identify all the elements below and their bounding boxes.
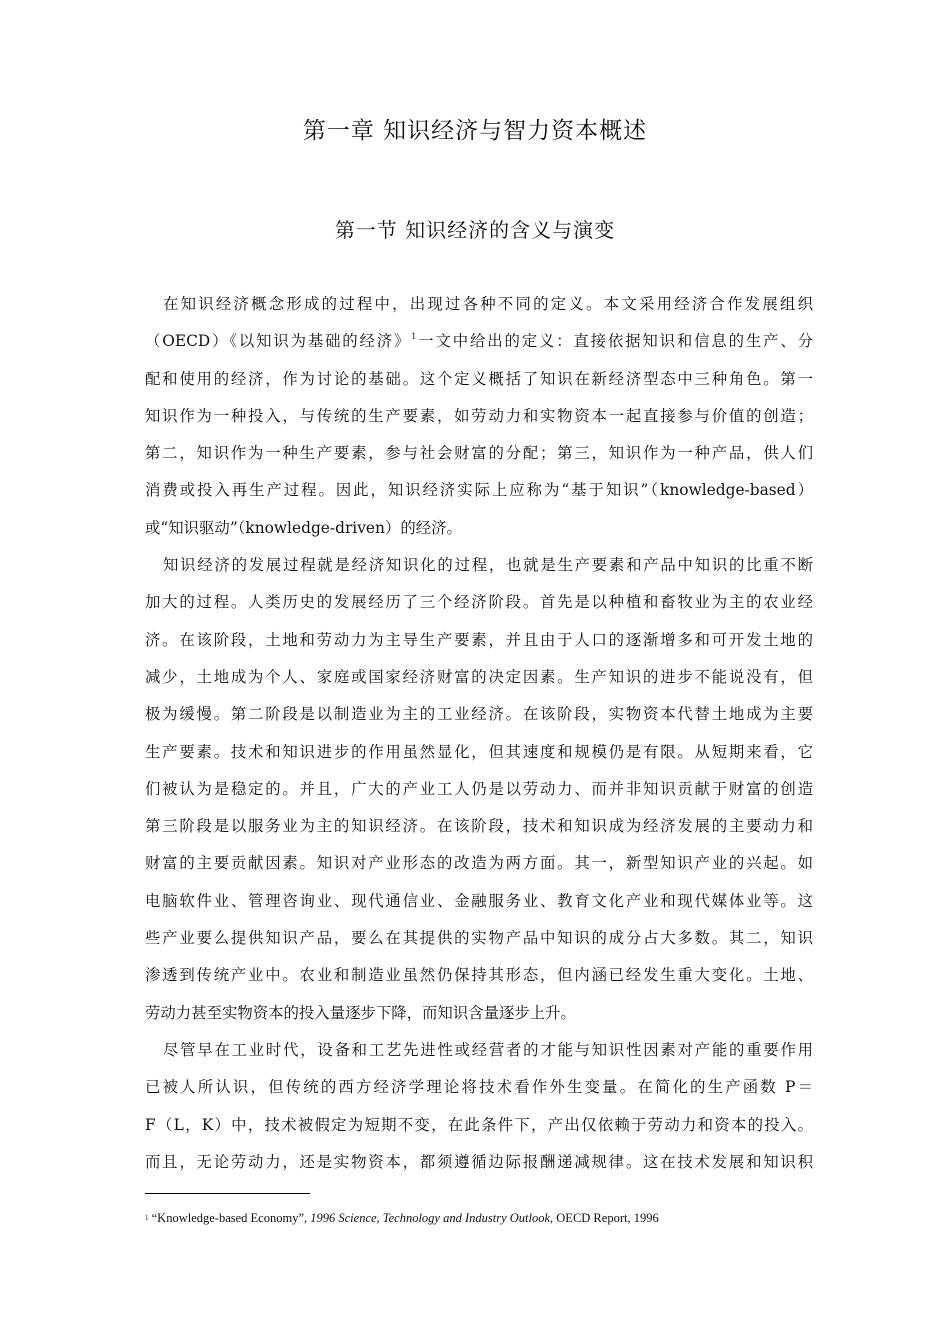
line-text: 已被人所认识，但传统的西方经济学理论将技术看作外生变量。在简化的生产函数 P＝ — [145, 1078, 813, 1097]
line-text: 在知识经济概念形成的过程中，出现过各种不同的定义。本文采用经济合作发展组织 — [163, 295, 813, 313]
text-line — [145, 808, 813, 845]
line-text: 们被认为是稳定的。并且，广大的产业工人仍是以劳动力、而并非知识贡献于财富的创造 — [145, 779, 813, 798]
line-text: 些产业要么提供知识产品，要么在其提供的实物产品中知识的成分占大多数。其二，知识 — [145, 929, 813, 948]
text-line — [145, 771, 813, 808]
footnote — [145, 1211, 659, 1226]
text-line — [145, 659, 813, 696]
text-line — [145, 995, 813, 1032]
text-line — [145, 361, 813, 398]
text-line — [145, 1069, 813, 1106]
text-line — [145, 622, 813, 659]
line-text: 第三阶段是以服务业为主的知识经济。在该阶段，技术和知识成为经济发展的主要动力和 — [145, 817, 813, 836]
footnote-ref: 1 — [411, 332, 417, 342]
line-text: 渗透到传统产业中。农业和制造业虽然仍保持其形态，但内涵已经发生重大变化。土地、 — [145, 966, 813, 985]
text-line — [145, 472, 813, 509]
text-line — [145, 957, 813, 994]
text-line — [145, 323, 813, 360]
footnote-source-detail: , OECD Report, 1996 — [550, 1211, 659, 1225]
line-text: 电脑软件业、管理咨询业、现代通信业、金融服务业、教育文化产业和现代媒体业等。这 — [145, 891, 813, 910]
line-text: 消费或投入再生产过程。因此，知识经济实际上应称为“基于知识”（knowledge-based） — [145, 481, 813, 500]
body-text — [145, 286, 813, 1181]
text-line — [145, 1032, 813, 1069]
text-line — [145, 696, 813, 733]
line-text: 尽管早在工业时代，设备和工艺先进性或经营者的才能与知识性因素对产能的重要作用 — [163, 1040, 813, 1059]
line-text: 而且，无论劳动力，还是实物资本，都须遵循边际报酬递减规律。这在技术发展和知识积 — [145, 1152, 813, 1171]
line-text: 配和使用的经济，作为讨论的基础。这个定义概括了知识在新经济型态中三种角色。第一 — [145, 369, 813, 388]
line-text: 知识作为一种投入，与传统的生产要素，如劳动力和实物资本一起直接参与价值的创造； — [145, 406, 813, 425]
text-line — [145, 286, 813, 323]
text-line — [145, 547, 813, 584]
line-text: 财富的主要贡献因素。知识对产业形态的改造为两方面。其一，新型知识产业的兴起。如 — [145, 854, 813, 873]
section-title: 第一节 知识经济的含义与演变 — [334, 218, 616, 242]
line-text: 第二，知识作为一种生产要素，参与社会财富的分配；第三，知识作为一种产品，供人们 — [145, 444, 813, 463]
text-line — [145, 883, 813, 920]
text-line — [145, 435, 813, 472]
footnote-source-title: 1996 Science, Technology and Industry Outlook — [310, 1211, 551, 1225]
text-line — [145, 584, 813, 621]
footnote-divider — [145, 1193, 310, 1194]
text-line — [145, 845, 813, 882]
line-text: 或“知识驱动”（knowledge-driven）的经济。 — [145, 518, 462, 537]
line-text: F（L，K）中，技术被假定为短期不变，在此条件下，产出仅依赖于劳动力和资本的投入。 — [145, 1115, 813, 1134]
line-text: 知识经济的发展过程就是经济知识化的过程，也就是生产要素和产品中知识的比重不断 — [163, 556, 813, 575]
line-text: 极为缓慢。第二阶段是以制造业为主的工业经济。在该阶段，实物资本代替土地成为主要 — [145, 705, 813, 724]
line-text: 生产要素。技术和知识进步的作用虽然显化，但其速度和规模仍是有限。从短期来看，它 — [145, 742, 813, 761]
line-text: （OECD）《以知识为基础的经济》 — [145, 332, 412, 351]
line-text: 加大的过程。人类历史的发展经历了三个经济阶段。首先是以种植和畜牧业为主的农业经 — [145, 593, 813, 612]
line-text: 减少，土地成为个人、家庭或国家经济财富的决定因素。生产知识的进步不能说没有，但 — [145, 667, 813, 686]
text-line — [145, 398, 813, 435]
footnote-text: “Knowledge-based Economy”, — [151, 1211, 311, 1225]
text-line — [145, 734, 813, 771]
line-text: 一文中给出的定义：直接依据知识和信息的生产、分 — [416, 332, 813, 351]
line-text: 济。在该阶段，土地和劳动力为主导生产要素，并且由于人口的逐渐增多和可开发土地的 — [145, 630, 813, 649]
text-line — [145, 510, 813, 547]
text-line — [145, 1107, 813, 1144]
line-text: 劳动力甚至实物资本的投入量逐步下降，而知识含量逐步上升。 — [145, 1003, 576, 1022]
text-line — [145, 1144, 813, 1181]
chapter-title: 第一章 知识经济与智力资本概述 — [302, 118, 648, 144]
footnote-mark: 1 — [145, 1214, 149, 1222]
text-line — [145, 920, 813, 957]
